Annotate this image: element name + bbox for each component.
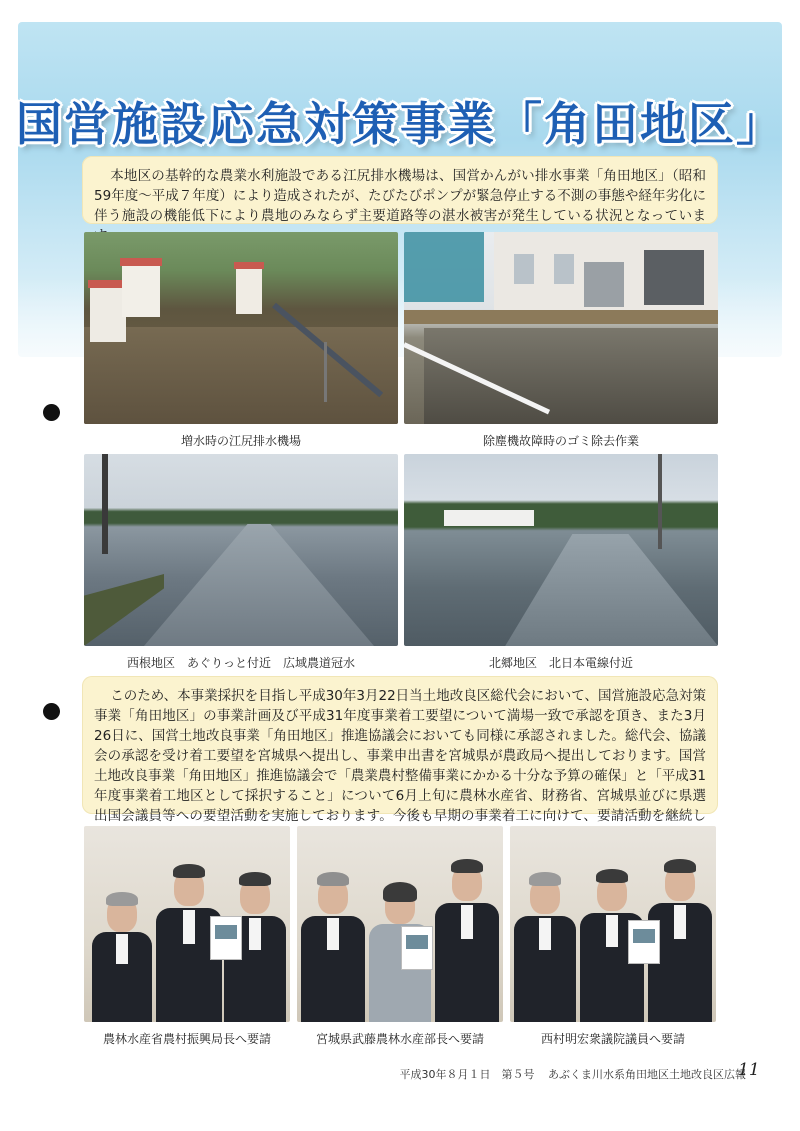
intro-text-box: 本地区の基幹的な農業水利施設である江尻排水機場は、国営かんがい排水事業「角田地区」（昭和59年度〜平成７年度）により造成されたが、たびたびポンプが緊急停止する不測の事態や経年劣化に伴う施設の機能低下により農地のみならず主要道路等の湛水被害が発生している状況となっていま	[82, 156, 718, 224]
photo-request-meeting	[84, 826, 290, 1022]
issue-info: 平成30年８月１日 第５号	[399, 1068, 535, 1081]
page-number: 11	[738, 1060, 760, 1080]
bullet-mark	[43, 703, 60, 720]
photo-caption: 除塵機故障時のゴミ除去作業	[482, 434, 639, 448]
publication-name: あぶくま川水系角田地区土地改良区広報	[548, 1068, 746, 1081]
photo-pump-station-flood	[84, 232, 398, 424]
photo-caption: 北郷地区 北日本電線付近	[488, 656, 633, 670]
photo-caption: 西根地区 あぐりっと付近 広域農道冠水	[126, 656, 355, 670]
photo-request-meeting	[510, 826, 716, 1022]
photo-caption: 農林水産省農村振興局長へ要請	[102, 1032, 271, 1046]
photo-caption: 増水時の江尻排水機場	[180, 434, 301, 448]
page-title: 国営施設応急対策事業「角田地区」	[16, 97, 784, 151]
bullet-mark	[43, 404, 60, 421]
photo-flooded-road-hokugo	[404, 454, 718, 646]
photo-trash-removal	[404, 232, 718, 424]
page-footer	[400, 1066, 747, 1082]
photo-request-meeting	[297, 826, 503, 1022]
photo-flooded-farm-road	[84, 454, 398, 646]
body-text-box: このため、本事業採択を目指し平成30年3月22日当土地改良区総代会において、国営施設応急対策事業「角田地区」の事業計画及び平成31年度事業着工要望について満場一致で承認を頂き、また3月26日に、国営土地改良事業「角田地区」推進協議会においても同様に承認されました。総代会、協議会の承認を受け着工要望を宮城県へ提出し、事業申出書を宮城県が農政局へ提出しております。国営土地改良事業「角田地区」推進協議会で「農業農村整備事業にかかる十分な予算の確保」と「平成31年度事業着工地区として採択すること」について6月上旬に農林水産省、財務省、宮城県並びに県選出国会議員等への要望活動を実施しております。今後も早期の事業着工に向けて、要請活動を継続し	[82, 676, 718, 814]
photo-caption: 宮城県武藤農林水産部長へ要請	[315, 1032, 484, 1046]
photo-caption: 西村明宏衆議院議員へ要請	[540, 1032, 685, 1046]
